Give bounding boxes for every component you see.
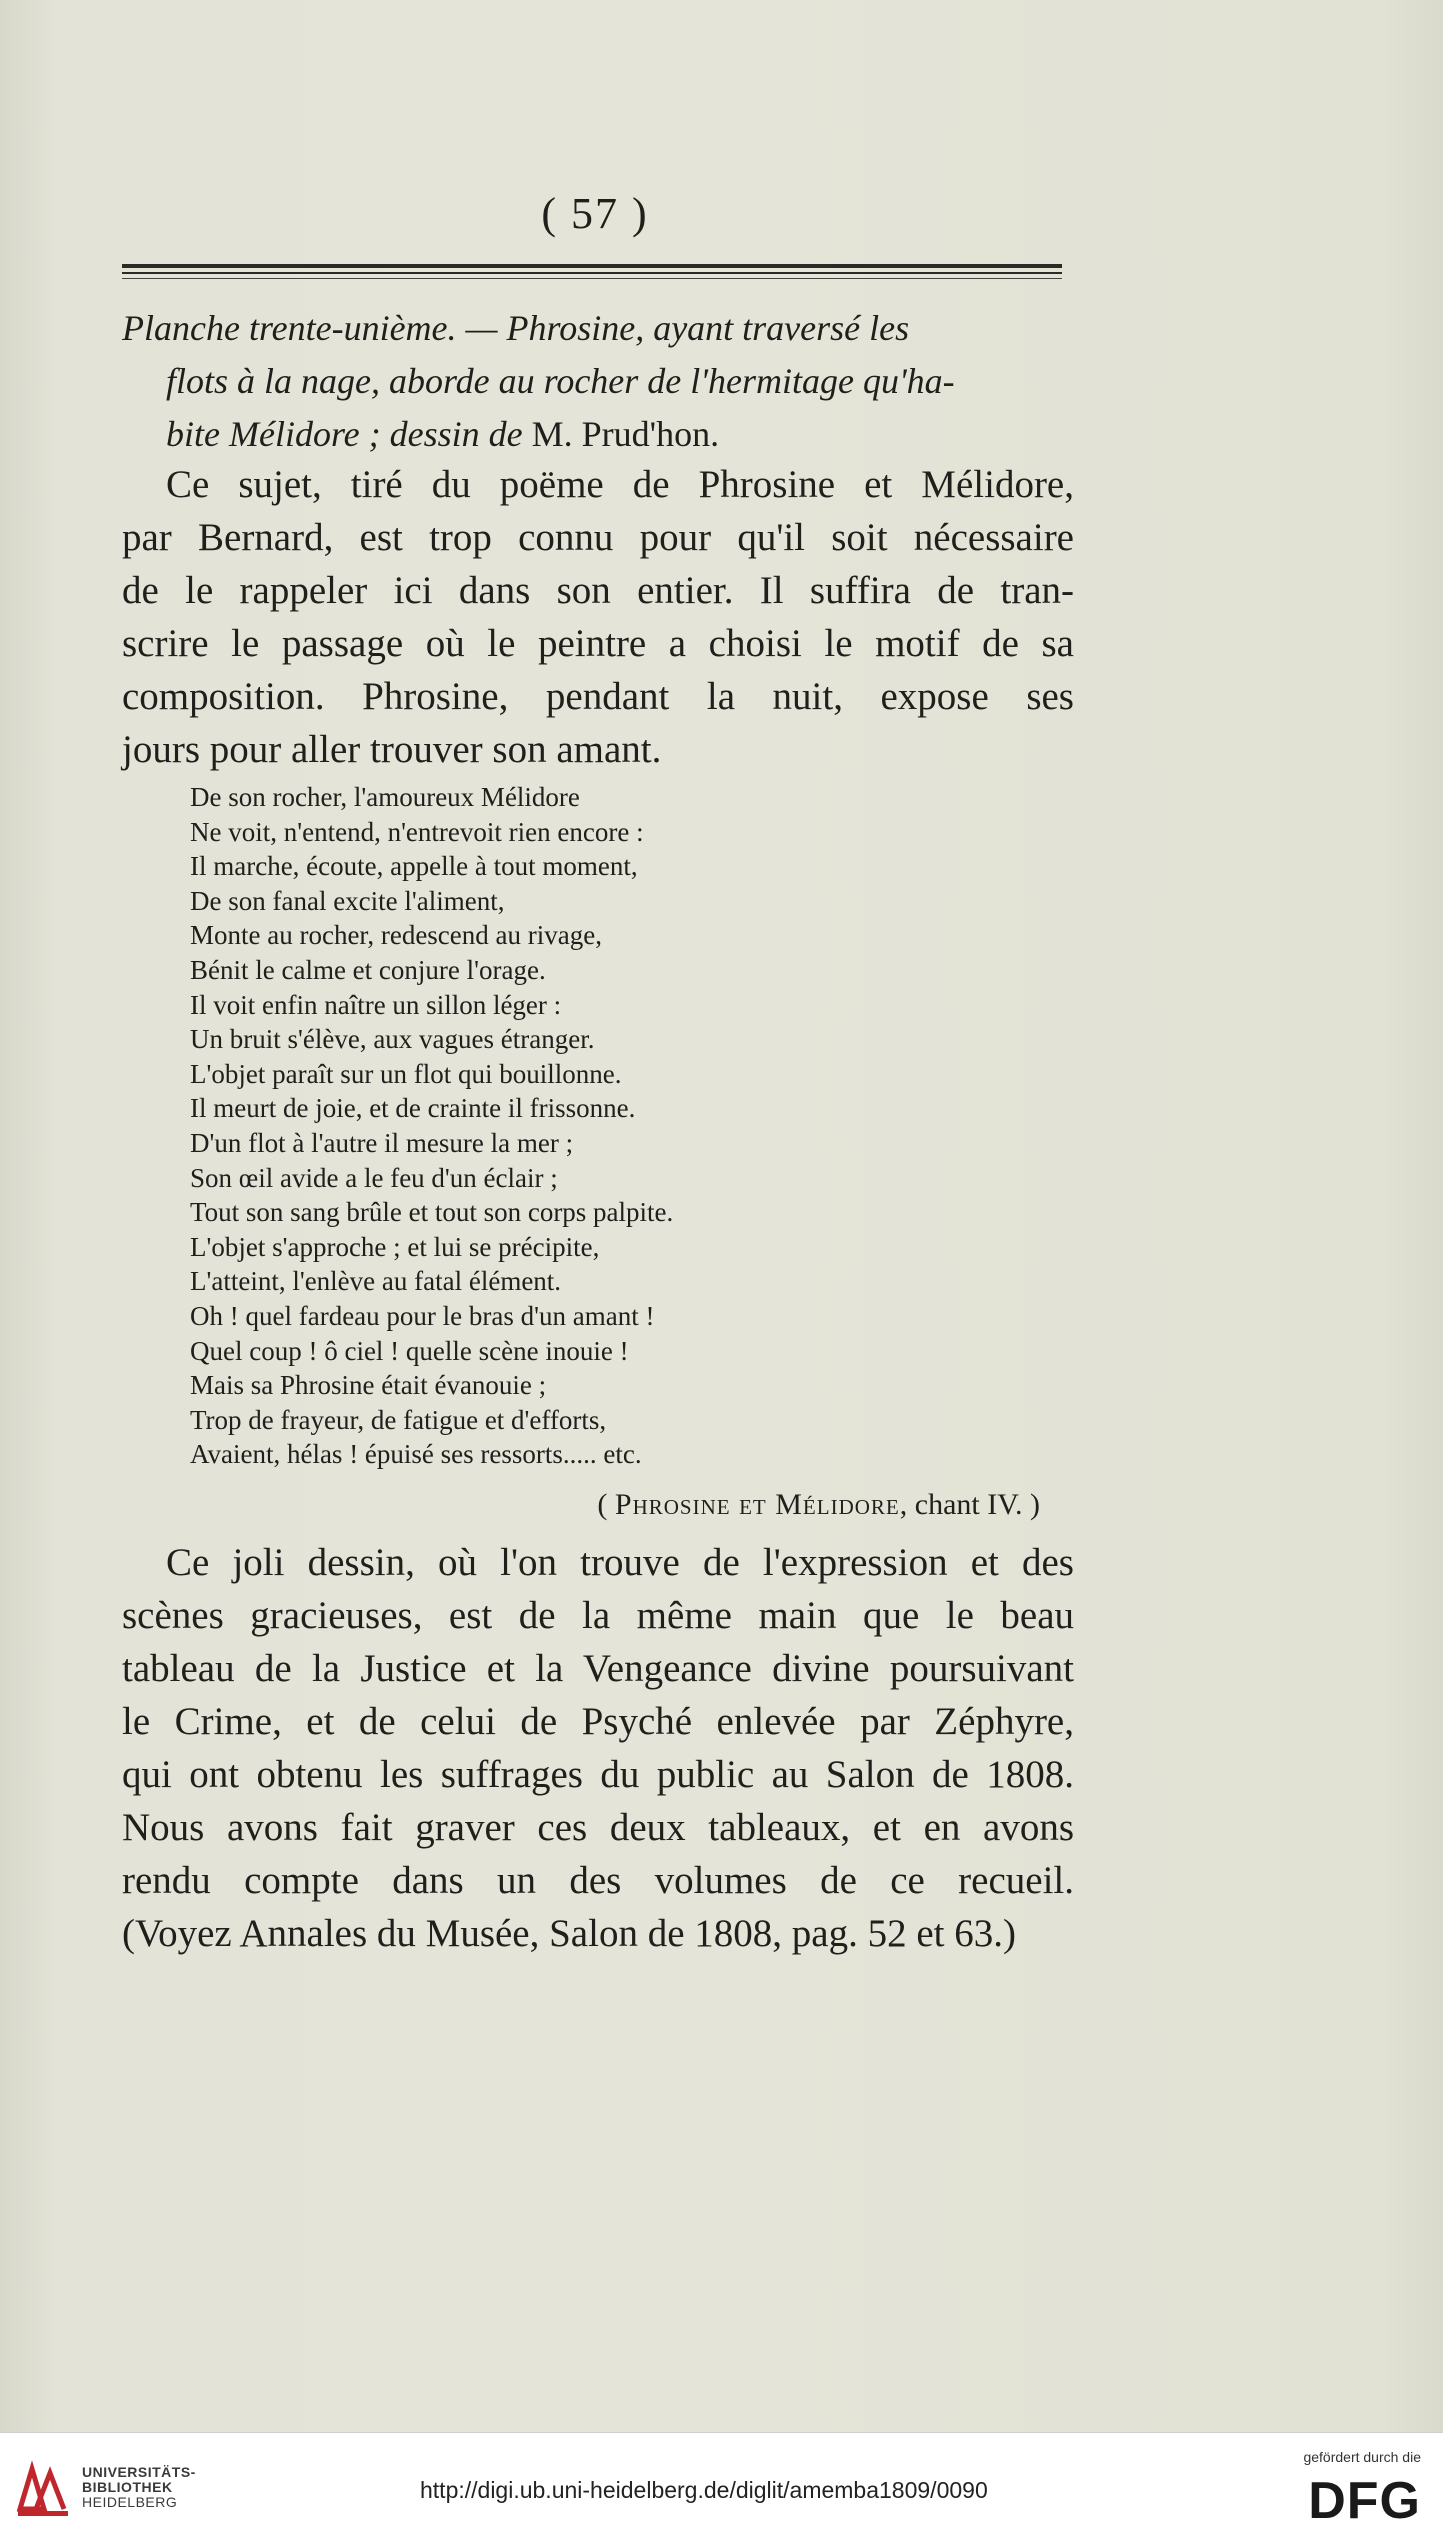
- poem-verse: De son fanal excite l'aliment,: [190, 885, 505, 916]
- poem-verse: D'un flot à l'autre il mesure la mer ;: [190, 1127, 574, 1158]
- text-line: Nous avons fait graver ces deux tableaux, et en avons: [122, 1806, 1074, 1849]
- caption-segment: M. Prud'hon.: [531, 414, 720, 454]
- text-line: composition. Phrosine, pendant la nuit, expose ses: [122, 675, 1074, 718]
- poem-verse: Quel coup ! ô ciel ! quelle scène inouie !: [190, 1335, 629, 1366]
- header-rule-thin: [122, 278, 1062, 279]
- caption-segment: bite Mélidore ; dessin de: [166, 414, 532, 454]
- text-line: par Bernard, est trop connu pour qu'il soit nécessaire: [122, 516, 1074, 559]
- header-rule-thick: [122, 264, 1062, 268]
- attribution-work: Phrosine et Mélidore: [614, 1488, 900, 1521]
- page-number: ( 57 ): [541, 189, 649, 238]
- poem-attribution: [470, 1488, 1040, 1522]
- poem-verse: Un bruit s'élève, aux vagues étranger.: [190, 1024, 595, 1055]
- attribution-open: (: [597, 1488, 615, 1521]
- poem-verse: L'atteint, l'enlève au fatal élément.: [190, 1266, 562, 1297]
- header-rule-mid: [122, 272, 1062, 274]
- library-name-line3: HEIDELBERG: [82, 2494, 178, 2510]
- poem-verse: Il marche, écoute, appelle à tout moment,: [190, 851, 638, 882]
- library-name-line1: UNIVERSITÄTS-: [82, 2464, 196, 2480]
- university-library-logo-icon: [14, 2459, 72, 2519]
- text-line: qui ont obtenu les suffrages du public au Salon de 1808.: [122, 1753, 1074, 1796]
- poem-verse: Bénit le calme et conjure l'orage.: [190, 954, 546, 985]
- poem-verse: Mais sa Phrosine était évanouie ;: [190, 1370, 547, 1401]
- poem-verse: Trop de frayeur, de fatigue et d'efforts,: [190, 1404, 607, 1435]
- attribution-rest: , chant IV. ): [899, 1488, 1040, 1521]
- poem-verse: Monte au rocher, redescend au rivage,: [190, 920, 602, 951]
- text-line: jours pour aller trouver son amant.: [122, 728, 662, 771]
- caption-line: [122, 408, 1072, 461]
- paragraph-intro: [122, 458, 1074, 776]
- text-line: (Voyez Annales du Musée, Salon de 1808, pag. 52 et 63.): [122, 1912, 1016, 1955]
- text-line: rendu compte dans un des volumes de ce recueil.: [122, 1859, 1074, 1902]
- text-line: le Crime, et de celui de Psyché enlevée par Zéphyre,: [122, 1700, 1074, 1743]
- text-line: Ce joli dessin, où l'on trouve de l'expression et des: [166, 1541, 1074, 1584]
- poem-verse: De son rocher, l'amoureux Mélidore: [190, 782, 580, 812]
- caption-segment: flots à la nage, aborde au rocher de l'hermitage qu'ha-: [166, 361, 955, 401]
- plate-caption: [122, 302, 1072, 461]
- poem-verse: Oh ! quel fardeau pour le bras d'un amant !: [190, 1300, 655, 1331]
- digitization-footer: [0, 2432, 1443, 2538]
- text-line: Ce sujet, tiré du poëme de Phrosine et Mélidore,: [166, 463, 1074, 506]
- caption-segment: Planche trente-unième. — Phrosine, ayant traversé les: [122, 308, 910, 348]
- poem-verse: Il meurt de joie, et de crainte il frissonne.: [190, 1093, 636, 1124]
- dfg-logo: DFG: [1308, 2472, 1421, 2530]
- caption-line: [122, 302, 1072, 355]
- permalink-url[interactable]: http://digi.ub.uni-heidelberg.de/diglit/amemba1809/0090: [420, 2477, 988, 2503]
- poem-verse: Son œil avide a le feu d'un éclair ;: [190, 1162, 558, 1193]
- text-line: scrire le passage où le peintre a choisi le motif de sa: [122, 622, 1074, 665]
- library-name-line2: BIBLIOTHEK: [82, 2479, 173, 2495]
- text-line: scènes gracieuses, est de la même main que le beau: [122, 1594, 1074, 1637]
- poem-quotation: [190, 780, 1070, 1472]
- library-name: [82, 2465, 196, 2510]
- poem-verse: Ne voit, n'entend, n'entrevoit rien encore :: [190, 816, 644, 847]
- caption-line: [122, 355, 1072, 408]
- funded-by-label: gefördert durch die: [1303, 2449, 1421, 2465]
- poem-verse: L'objet paraît sur un flot qui bouillonne.: [190, 1058, 622, 1089]
- poem-verse: Tout son sang brûle et tout son corps palpite.: [190, 1197, 674, 1228]
- text-line: de le rappeler ici dans son entier. Il suffira de tran-: [122, 569, 1074, 612]
- paragraph-closing: [122, 1536, 1074, 1960]
- text-line: tableau de la Justice et la Vengeance divine poursuivant: [122, 1647, 1074, 1690]
- poem-verse: Avaient, hélas ! épuisé ses ressorts..... etc.: [190, 1439, 642, 1470]
- poem-verse: L'objet s'approche ; et lui se précipite,: [190, 1231, 600, 1262]
- poem-verse: Il voit enfin naître un sillon léger :: [190, 989, 562, 1020]
